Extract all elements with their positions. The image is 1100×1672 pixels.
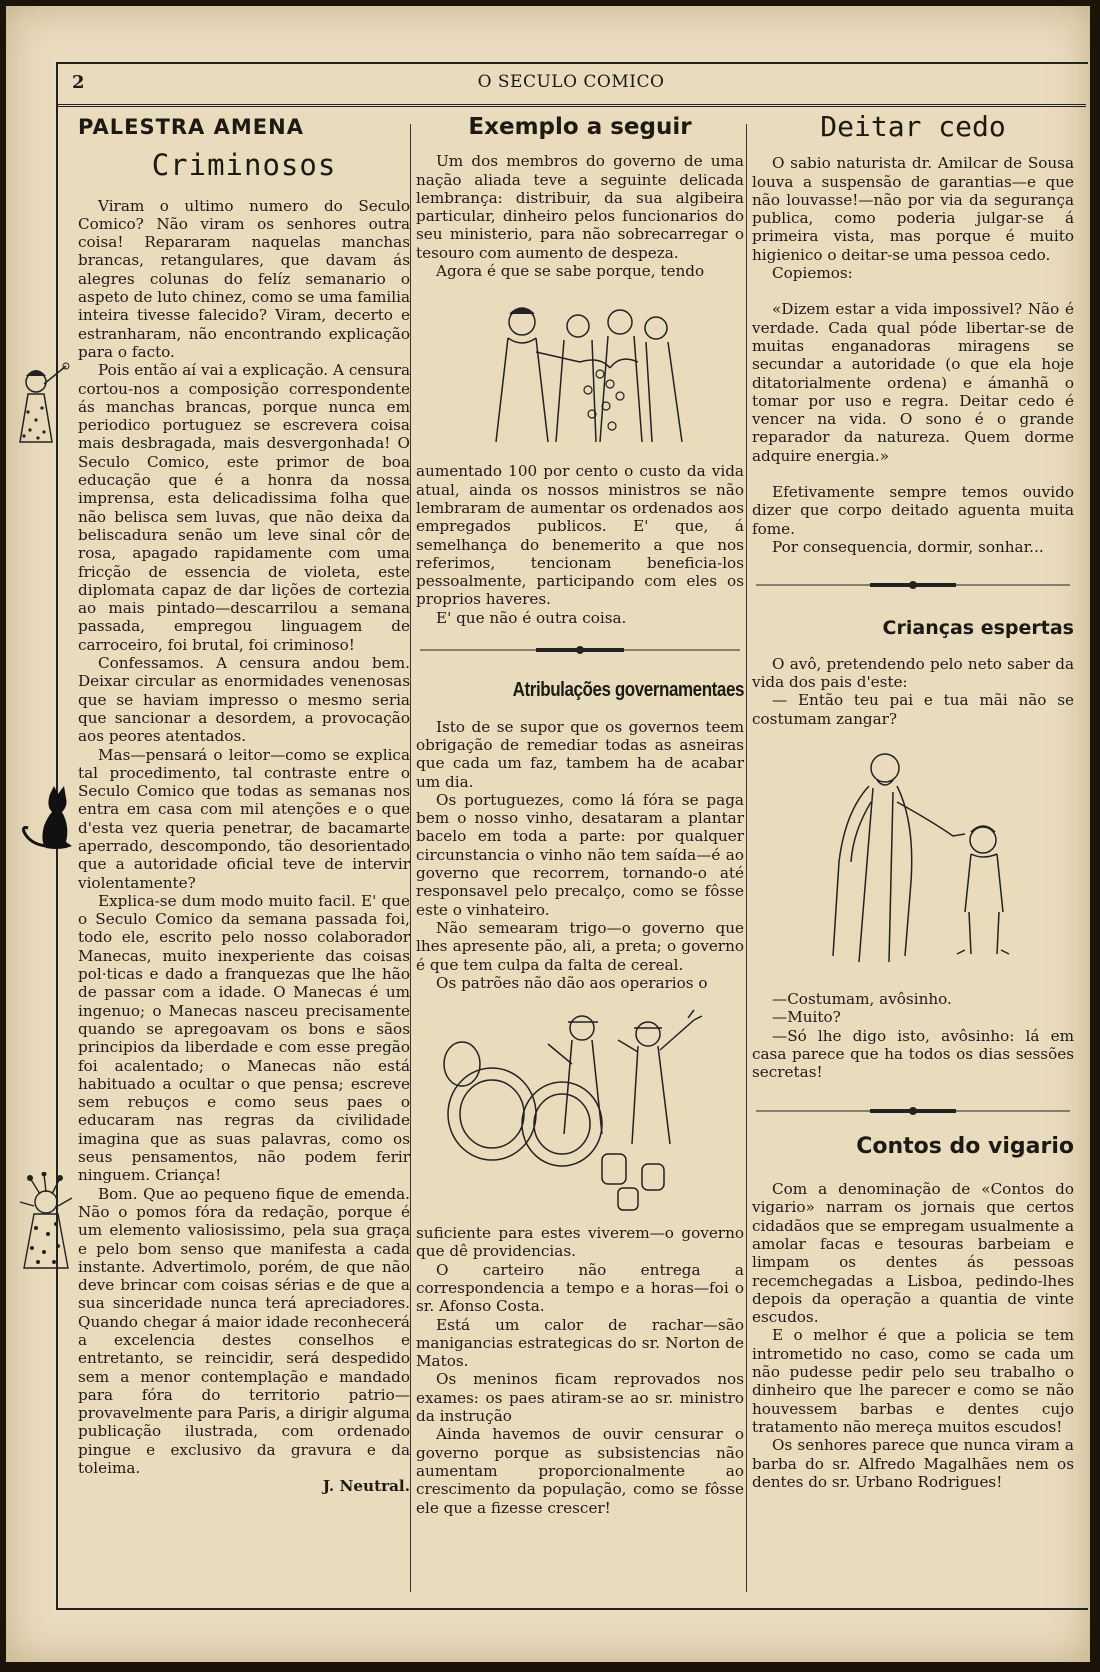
section-kicker: PALESTRA AMENA [78,115,304,139]
paragraph: Mas—pensará o leitor—como se explica tal procedimento, tal contraste entre o Seculo Comico que todas as semanas nos entra em casa com mil atenções e o que d'esta vez queria penetrar, de bacamarte aperrado, descompondo, tão desorientado que a autoridade oficial teve de intervir violentamente? [78,745,410,892]
ornamental-rule-icon [752,1102,1074,1120]
column-right [752,110,1074,1491]
paragraph: Viram o ultimo numero do Seculo Comico? Não viram os senhores outra coisa! Repararam naquelas manchas brancas, retangulares, que davam ás alegres colunas do felíz semanario o aspeto de luto chinez, como se uma familia inteira tivesse falecido? Viram, decerto e estranharam, não encontrando explicação para o facto. [78,196,410,361]
paragraph: Bom. Que ao pequeno fique de emenda. Não o pomos fóra da redação, porque é um elemento valiosissimo, pela sua graça e pelo bom senso que manifesta a cada instante. Advertimolo, porém, de que não deve brincar com coisas sérias e de que a sua sinceridade nunca terá apreciadores. Quando chegar á maior idade reconhecerá a excelencia destes conselhos e entretanto, se reincidir, será despedido sem a menor contemplação e mandado para fóra do territorio patrio—provavelmente para Paris, a dirigir alguma publicação ilustrada, com ordenado pingue e exclusivo da gravura e da toleima. [78,1184,410,1478]
article-title-exemplo: Exemplo a seguir [468,114,692,140]
ornamental-rule-icon [416,641,744,659]
quote-paragraph: «Dizem estar a vida impossivel? Não é verdade. Cada qual póde libertar-se de muitas enganadoras miragens se secundar a autoridade (o que ela hoje ditatorialmente ordena) e ámanhã o tomar por uso e regra. Deitar cedo é vencer na vida. O sono é o grande reparador da natureza. Quem dorme adquire energia.» [752,300,1074,465]
ministers-illustration [460,292,700,452]
article-title-criancas: Crianças espertas [882,616,1074,639]
column-palestra [78,115,410,1496]
doll-doodle-icon [16,1172,80,1282]
paragraph: Copiemos: [772,264,853,283]
ornamental-rule-icon [752,576,1074,594]
dialogue-line: —Só lhe digo isto, avôsinho: lá em casa parece que ha todos os dias sessões secretas! [752,1026,1074,1082]
newspaper-page [6,6,1090,1662]
paragraph: Os meninos ficam reprovados nos exames: os paes atiram-se ao sr. ministro da instrução [416,1370,744,1426]
column-rule-2 [746,124,747,1592]
signature: J. Neutral. [322,1477,410,1496]
girl-doodle-icon [14,362,72,452]
paragraph: Com a denominação de «Contos do vigario» narram os jornais que certos cidadãos que se empregam usualmente a amolar facas e tesouras barbeiam e limpam os dentes ás pessoas recemchegadas a Lisboa, pedindo-lhes depois da operação a quantia de vinte escudos. [752,1180,1074,1327]
article-title-deitar-cedo: Deitar cedo [820,110,1006,143]
paragraph: O sabio naturista dr. Amilcar de Sousa louva a suspensão de garantias—e que não louvasse!—não por via da segurança publica, como poderia julgar-se á primeira vista, mas porque é muito higienico o deitar-se uma pessoa cedo. [752,154,1074,264]
paragraph: — Então teu pai e tua mãi não se costumam zangar? [752,691,1074,728]
paragraph: aumentado 100 por cento o custo da vida atual, ainda os nossos ministros se não lembraram de aumentar os ordenados aos empregados publicos. E' que, á semelhança do benemerito a que nos referimos, tencionam beneficia-los pessoalmente, participando com eles os proprios haveres. [416,462,744,609]
paragraph: E o melhor é que a policia se tem intrometido no caso, como se cada um não pudesse pedir pelo seu trabalho o dinheiro que lhe parecer e como se não houvessem barbas e dentes cujo tratamento não mereça muitos escudos! [752,1326,1074,1436]
column-rule-1 [410,124,411,1592]
paragraph: Explica-se dum modo muito facil. E' que o Seculo Comico da semana passada foi, todo ele, escrito pelo nosso colaborador Manecas, muito inexperiente das coisas pol·ticas e dado a franquezas que lhe hão de passar com a idade. O Manecas é um ingenuo; o Manecas nasceu precisamente quando se apregoavam os bons e sãos principios da liberdade e com esse pregão foi acalentado; o Manecas não está habituado a ocultar o que pensa; escreve sem rebuços e como seus paes o educaram nas regras da civilidade imagina que as suas palavras, como os seus pensamentos, não podem ferir ninguem. Criança! [78,891,410,1185]
paragraph: Os senhores parece que nunca viram a barba do sr. Alfredo Magalhães nem os dentes do sr. Urbano Rodrigues! [752,1436,1074,1491]
grandfather-child-illustration [793,742,1033,978]
column-middle [416,114,744,1517]
paragraph: Os patrões não dão aos operarios o [436,973,708,992]
article-title-contos: Contos do vigario [856,1133,1074,1159]
paragraph: Pois então aí vai a explicação. A censura cortou-nos a composição correspondente ás manchas brancas, porque nunca em periodico portuguez se escrevera coisa mais desbragada, mais desvergonhada! O Seculo Comico, este primor de boa educação que é a honra da nossa imprensa, esta delicadissima folha que não belisca sem luvas, que não deixa da beliscadura senão um leve sinal côr de rosa, apagado rapidamente com uma fricção de essencia de violeta, este diplomata capaz de dar lições de cortezia ao mais pintado—descarrilou a semana passada, empregou linguagem de carroceiro, foi brutal, foi criminoso! [78,361,410,654]
paragraph: E' que não é outra coisa. [436,608,627,627]
paragraph: Os portuguezes, como lá fóra se paga bem o nosso vinho, desataram a plantar bacelo em toda a parte: por qualquer circunstancia o vinho não tem saída—é ao governo que recorrem, tornando-o até responsavel pelo precalço, como se fôsse este o vinhateiro. [416,790,744,919]
paragraph: Agora é que se sabe porque, tendo [436,262,705,281]
running-title: O SECULO COMICO [477,72,665,92]
paragraph: Ainda havemos de ouvir censurar o governo porque as subsistencias não aumentam proporcionalmente ao crescimento da população, como se fôsse ele que a fizesse crescer! [416,1425,744,1517]
black-cat-icon [20,786,74,852]
dialogue-line: —Costumam, avôsinho. [772,990,952,1009]
page-number: 2 [72,72,85,93]
paragraph: Por consequencia, dormir, sonhar... [772,537,1044,556]
paragraph: Um dos membros do governo de uma nação aliada teve a seguinte delicada lembrança: distribuir, da sua algibeira particular, dinheiro pelos funcionarios do seu ministerio, para não sobrecarregar o tesouro com aumento de despeza. [416,152,744,262]
article-title-atribulacoes: Atribulações governamentaes [512,679,744,702]
paragraph: Efetivamente sempre temos ouvido dizer que corpo deitado aguenta muita fome. [752,483,1074,538]
paragraph: Está um calor de rachar—são manigancias estrategicas do sr. Norton de Matos. [416,1315,744,1371]
article-title-criminosos: Criminosos [151,148,337,183]
dialogue-line: —Muito? [772,1008,841,1027]
paragraph: Não semearam trigo—o governo que lhes apresente pão, ali, a preta; o governo é que tem culpa da falta de cereal. [416,918,744,974]
wine-barrels-illustration [432,1004,728,1214]
paragraph: Isto de se supor que os governos teem obrigação de remediar todas as asneiras que cada um faz, tambem ha de acabar um dia. [416,717,744,791]
paragraph: O carteiro não entrega a correspondencia a tempo e a horas—foi o sr. Afonso Costa. [416,1260,744,1316]
paragraph: O avô, pretendendo pelo neto saber da vida dos pais d'este: [752,654,1074,692]
paragraph: suficiente para estes viverem—o governo que dê providencias. [416,1224,744,1261]
paragraph: Confessamos. A censura andou bem. Deixar circular as enormidades venenosas que se haviam impresso o mesmo seria que sancionar a desordem, a provocação aos peores atentados. [78,654,410,746]
